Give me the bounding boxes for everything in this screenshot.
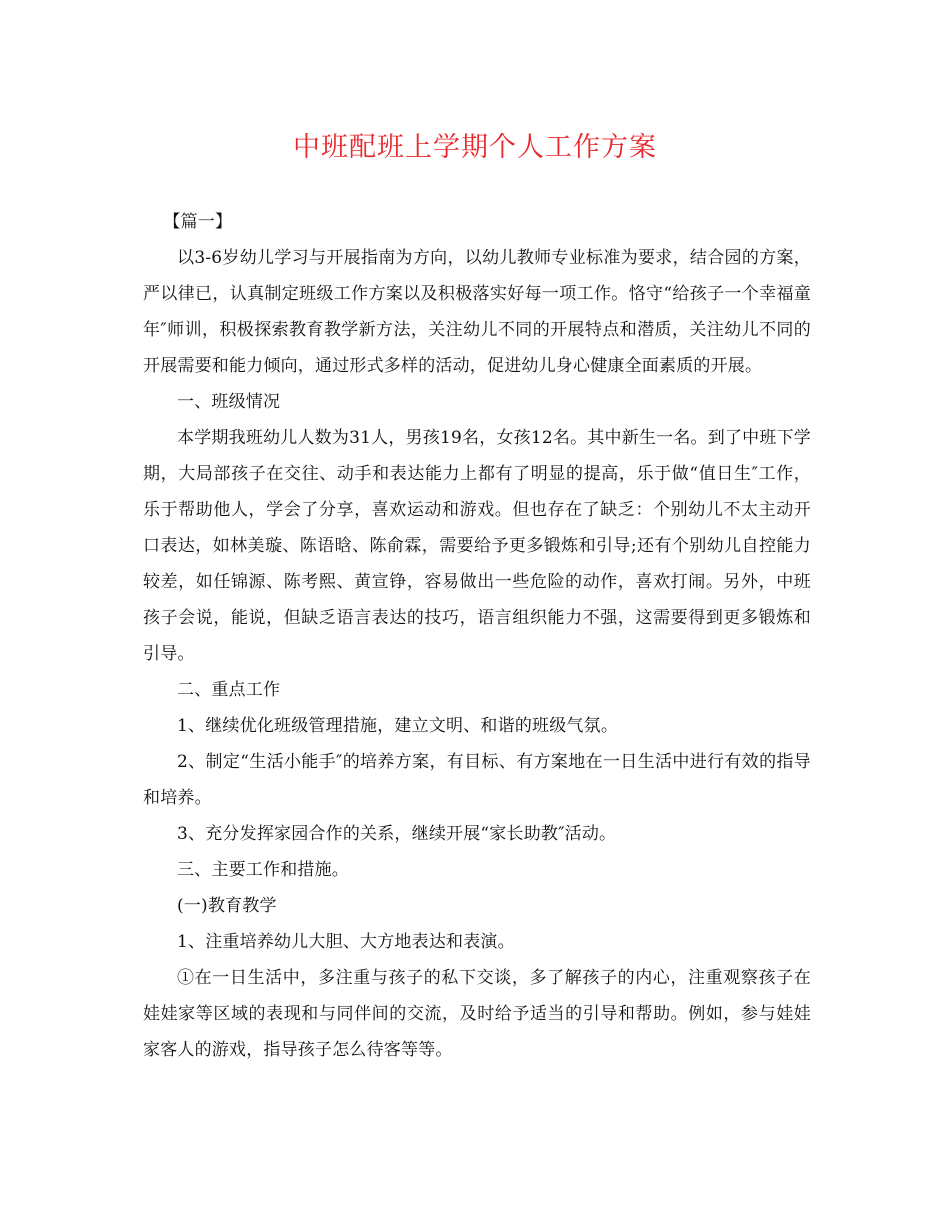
heading-key-work: 二、重点工作 [177, 680, 281, 700]
section-label: 【篇一】 [163, 212, 233, 232]
paragraph-intro: 以3-6岁幼儿学习与开展指南为方向，以幼儿教师专业标准为要求，结合园的方案，严以律已，认真制定班级工作方案以及积极落实好每一项工作。恪守“给孩子一个幸福童年″师训，积极探索教育教学新方法，关注幼儿不同的开展特点和潜质，关注幼儿不同的开展需要和能力倾向，通过形式多样的活动，促进幼儿身心健康全面素质的开展。 [143, 248, 811, 376]
document-title: 中班配班上学期个人工作方案 [293, 132, 657, 163]
list-item-key-work-1: 1、继续优化班级管理措施，建立文明、和谐的班级气氛。 [177, 716, 619, 736]
heading-class-situation: 一、班级情况 [177, 392, 281, 412]
paragraph-education-detail: ①在一日生活中，多注重与孩子的私下交谈，多了解孩子的内心，注重观察孩子在娃娃家等区域的表现和与同伴间的交流，及时给予适当的引导和帮助。例如，参与娃娃家客人的游戏，指导孩子怎么待客等等。 [143, 968, 811, 1060]
document-body [143, 204, 811, 1068]
subheading-education: (一)教育教学 [177, 896, 277, 916]
heading-main-measures: 三、主要工作和措施。 [177, 860, 349, 880]
paragraph-class-situation: 本学期我班幼儿人数为31人，男孩19名，女孩12名。其中新生一名。到了中班下学期，大局部孩子在交往、动手和表达能力上都有了明显的提高，乐于做“值日生″工作，乐于帮助他人，学会了分享，喜欢运动和游戏。但也存在了缺乏：个别幼儿不太主动开口表达，如林美璇、陈语晗、陈俞霖，需要给予更多锻炼和引导;还有个别幼儿自控能力较差，如任锦源、陈考熙、黄宣铮，容易做出一些危险的动作，喜欢打闹。另外，中班孩子会说，能说，但缺乏语言表达的技巧，语言组织能力不强，这需要得到更多锻炼和引导。 [143, 428, 811, 664]
list-item-key-work-2: 2、制定“生活小能手″的培养方案，有目标、有方案地在一日生活中进行有效的指导和培养。 [143, 752, 811, 808]
list-item-key-work-3: 3、充分发挥家园合作的关系，继续开展“家长助教″活动。 [177, 824, 617, 844]
list-item-education-1: 1、注重培养幼儿大胆、大方地表达和表演。 [177, 932, 515, 952]
